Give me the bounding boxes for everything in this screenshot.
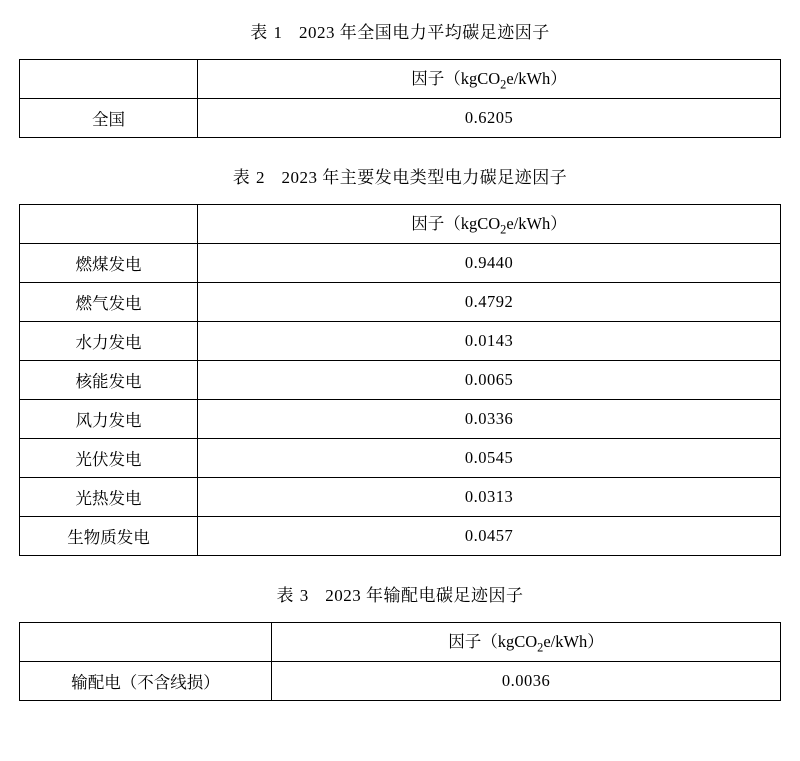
table-1-caption-number: 1 — [273, 23, 283, 42]
table-row — [20, 361, 781, 400]
table-row — [20, 478, 781, 517]
row-label: 水力发电 — [20, 322, 198, 361]
row-value: 0.0545 — [198, 439, 781, 478]
row-value: 0.0143 — [198, 322, 781, 361]
table-row — [20, 283, 781, 322]
table-3-caption-number: 3 — [299, 586, 310, 605]
table-1-caption — [0, 0, 800, 43]
table-row — [20, 99, 781, 138]
header-unit-pre: 因子（kgCO — [411, 69, 501, 89]
row-value: 0.0336 — [198, 400, 781, 439]
header-unit-post: e/kWh） — [506, 214, 567, 234]
table-1-caption-prefix: 表 — [250, 23, 269, 42]
table-header-row — [20, 623, 781, 662]
table-2-caption — [0, 138, 800, 188]
table-header-row — [20, 205, 781, 244]
header-unit-post: e/kWh） — [543, 632, 604, 652]
table-1-header-label-cell — [20, 60, 198, 99]
row-value: 0.4792 — [198, 283, 781, 322]
table-3-caption-title: 2023 年输配电碳足迹因子 — [325, 586, 524, 605]
table-1-caption-title: 2023 年全国电力平均碳足迹因子 — [299, 23, 550, 42]
row-label: 输配电（不含线损） — [20, 662, 272, 701]
row-value: 0.0036 — [272, 662, 781, 701]
table-1-header-value-cell — [198, 60, 781, 99]
row-value: 0.0065 — [198, 361, 781, 400]
row-label: 生物质发电 — [20, 517, 198, 556]
header-unit-sub: 2 — [537, 640, 544, 655]
table-national-average-factor — [19, 59, 781, 138]
table-row — [20, 244, 781, 283]
row-label: 风力发电 — [20, 400, 198, 439]
row-label: 全国 — [20, 99, 198, 138]
table-row — [20, 400, 781, 439]
row-label: 光热发电 — [20, 478, 198, 517]
table-2-caption-number: 2 — [256, 168, 266, 187]
header-unit-pre: 因子（kgCO — [411, 214, 501, 234]
table-3-header-value-cell — [272, 623, 781, 662]
header-unit-sub: 2 — [500, 77, 507, 92]
row-label: 光伏发电 — [20, 439, 198, 478]
header-unit-pre: 因子（kgCO — [448, 632, 538, 652]
header-unit-post: e/kWh） — [506, 69, 567, 89]
row-value: 0.6205 — [198, 99, 781, 138]
table-3-header-label-cell — [20, 623, 272, 662]
row-label: 燃煤发电 — [20, 244, 198, 283]
table-3-caption — [0, 556, 800, 606]
table-3-caption-prefix: 表 — [276, 586, 295, 605]
table-2-header-value-cell — [198, 205, 781, 244]
table-generation-type-factors — [19, 204, 781, 556]
table-row — [20, 439, 781, 478]
table-row — [20, 322, 781, 361]
table-row — [20, 662, 781, 701]
row-value: 0.0313 — [198, 478, 781, 517]
table-transmission-distribution-factor — [19, 622, 781, 701]
row-label: 燃气发电 — [20, 283, 198, 322]
table-header-row — [20, 60, 781, 99]
table-2-caption-title: 2023 年主要发电类型电力碳足迹因子 — [281, 168, 568, 187]
row-value: 0.9440 — [198, 244, 781, 283]
table-2-header-label-cell — [20, 205, 198, 244]
table-2-caption-prefix: 表 — [232, 168, 251, 187]
row-label: 核能发电 — [20, 361, 198, 400]
header-unit-sub: 2 — [500, 222, 507, 237]
table-row — [20, 517, 781, 556]
row-value: 0.0457 — [198, 517, 781, 556]
